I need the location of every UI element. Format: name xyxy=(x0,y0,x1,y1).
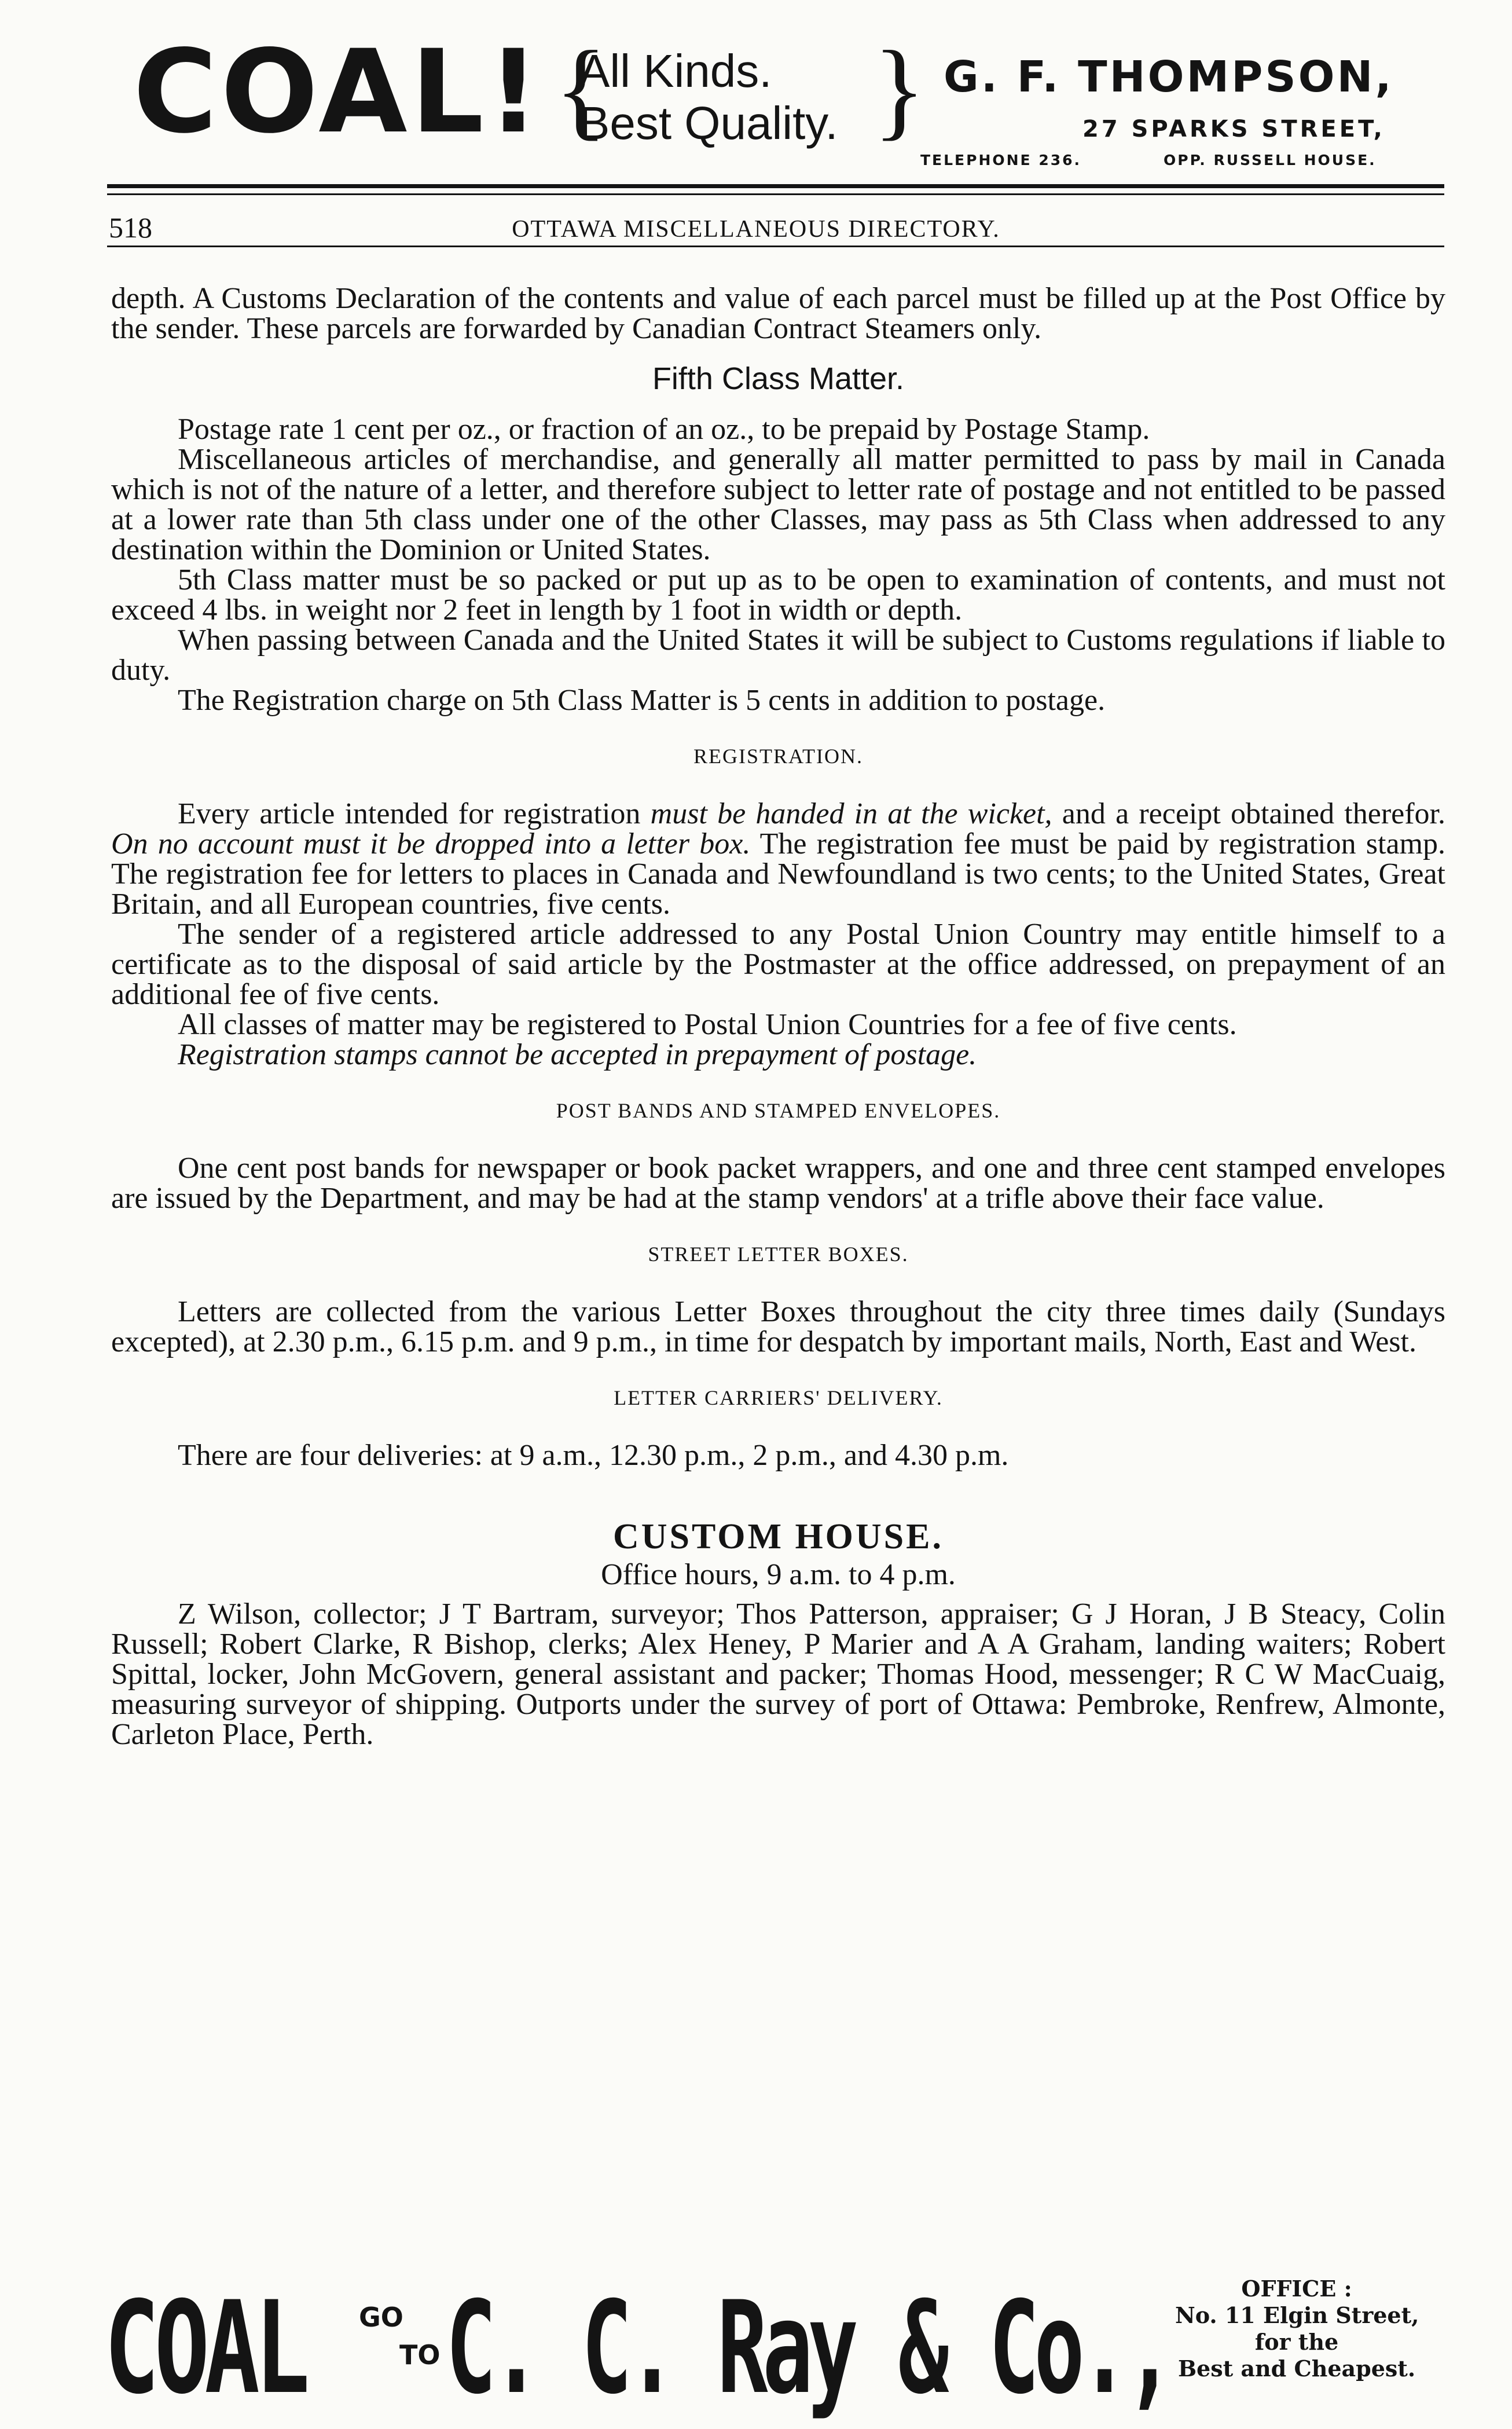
page-number: 518 xyxy=(109,211,152,244)
registration-p1: Every article intended for registration must be handed in at the wicket, and a receipt obtained therefor. On no account must it be dropped into a letter box. The registration fee must be paid by registration stamp. The registration fee for letters to places in Canada and Newfoundland is two cents; to the United States, Great Britain, and all European countries, five cents. xyxy=(111,797,1445,921)
bottom-ad-slogan: Best and Cheapest. xyxy=(1177,2355,1416,2382)
fifth-class-p5: The Registration charge on 5th Class Matter is 5 cents in addition to postage. xyxy=(178,684,1106,717)
fifth-class-p1: Postage rate 1 cent per oz., or fraction of an oz., to be prepaid by Postage Stamp. xyxy=(178,413,1150,446)
letter-boxes-heading: STREET LETTER BOXES. xyxy=(648,1243,909,1266)
registration-p2: The sender of a registered article addressed to any Postal Union Country may entitle himself to a certificate as to the disposal of said article by the Postmaster at the office addressed, on prepayment of an additional fee of five cents. xyxy=(111,918,1445,1011)
top-ad-kinds xyxy=(579,45,838,149)
bottom-ad-dealer: C. C. Ray & Co., xyxy=(446,2274,1170,2422)
top-ad-telephone: TELEPHONE 236. xyxy=(920,152,1082,168)
fifth-class-heading: Fifth Class Matter. xyxy=(652,361,905,396)
top-ad-brace-open: { xyxy=(555,29,608,151)
custom-house-p1: Z Wilson, collector; J T Bartram, surveyor; Thos Patterson, appraiser; G J Horan, J B Steacy, Colin Russell; Robert Clarke, R Bishop, clerks; Alex Heney, P Marier and A A Graham, landing waiters; Robert Spittal, locker, John McGovern, general assistant and packer; Thomas Hood, messenger; R C W MacCuaig, measuring surveyor of shipping. Outports under the survey of port of Ottawa: Pembroke, Renfrew, Almonte, Carleton Place, Perth. xyxy=(111,1598,1445,1751)
fifth-class-p3: 5th Class matter must be so packed or put up as to be open to examination of contents, and must not exceed 4 lbs. in weight nor 2 feet in length by 1 foot in width or depth. xyxy=(111,563,1445,627)
top-ad-merchant: G. F. THOMPSON, xyxy=(944,52,1394,102)
bottom-ad-office-label: OFFICE : xyxy=(1241,2276,1352,2302)
carriers-heading: LETTER CARRIERS' DELIVERY. xyxy=(614,1386,943,1409)
registration-heading: REGISTRATION. xyxy=(693,745,863,768)
bottom-ad-for-the: for the xyxy=(1254,2329,1339,2355)
registration-p4: Registration stamps cannot be accepted in prepayment of postage. xyxy=(178,1038,977,1071)
custom-house-heading: CUSTOM HOUSE. xyxy=(612,1517,944,1556)
running-head-title: OTTAWA MISCELLANEOUS DIRECTORY. xyxy=(512,216,1000,243)
intro-paragraph: depth. A Customs Declaration of the contents and value of each parcel must be filled up at the Post Office by the sender. These parcels are forwarded by Canadian Contract Steamers only. xyxy=(111,282,1445,345)
bottom-ad-coal: COAL xyxy=(104,2274,305,2422)
post-bands-p1: One cent post bands for newspaper or book packet wrappers, and one and three cent stamped envelopes are issued by the Department, and may be had at the stamp vendors' at a trifle above their face value. xyxy=(111,1152,1445,1215)
top-ad-street: 27 SPARKS STREET, xyxy=(1082,116,1385,142)
top-rule-thin xyxy=(107,193,1444,195)
top-ad-coal: COAL! xyxy=(133,25,544,159)
custom-house-hours: Office hours, 9 a.m. to 4 p.m. xyxy=(601,1558,956,1591)
bottom-ad-address: No. 11 Elgin Street, xyxy=(1175,2302,1419,2328)
bottom-ad-to: TO xyxy=(399,2339,441,2371)
running-head-rule xyxy=(107,246,1444,247)
top-ad-kinds-line1: All Kinds. xyxy=(579,45,772,97)
carriers-p1: There are four deliveries: at 9 a.m., 12.30 p.m., 2 p.m., and 4.30 p.m. xyxy=(178,1439,1009,1472)
fifth-class-p4: When passing between Canada and the United States it will be subject to Customs regulations if liable to duty. xyxy=(111,624,1445,687)
top-ad-opposite: OPP. RUSSELL HOUSE. xyxy=(1164,152,1377,168)
letter-boxes-p1: Letters are collected from the various Letter Boxes throughout the city three times daily (Sundays excepted), at 2.30 p.m., 6.15 p.m. and 9 p.m., in time for despatch by important mails, North, East and West. xyxy=(111,1295,1445,1358)
fifth-class-p2: Miscellaneous articles of merchandise, and generally all matter permitted to pass by mail in Canada which is not of the nature of a letter, and therefore subject to letter rate of postage and not entitled to be passed at a lower rate than 5th class under one of the other Classes, may pass as 5th Class when addressed to any destination within the Dominion or United States. xyxy=(111,443,1445,566)
post-bands-heading: POST BANDS AND STAMPED ENVELOPES. xyxy=(556,1099,1001,1122)
page-body xyxy=(111,284,1445,1750)
registration-p3: All classes of matter may be registered to Postal Union Countries for a fee of five cents. xyxy=(178,1008,1237,1041)
top-ad-kinds-line2: Best Quality. xyxy=(579,97,838,149)
top-rule-thick xyxy=(107,184,1444,188)
bottom-ad-go: GO xyxy=(359,2302,403,2333)
bottom-ad-office xyxy=(1175,2276,1418,2382)
top-ad-brace-close: } xyxy=(873,29,926,151)
